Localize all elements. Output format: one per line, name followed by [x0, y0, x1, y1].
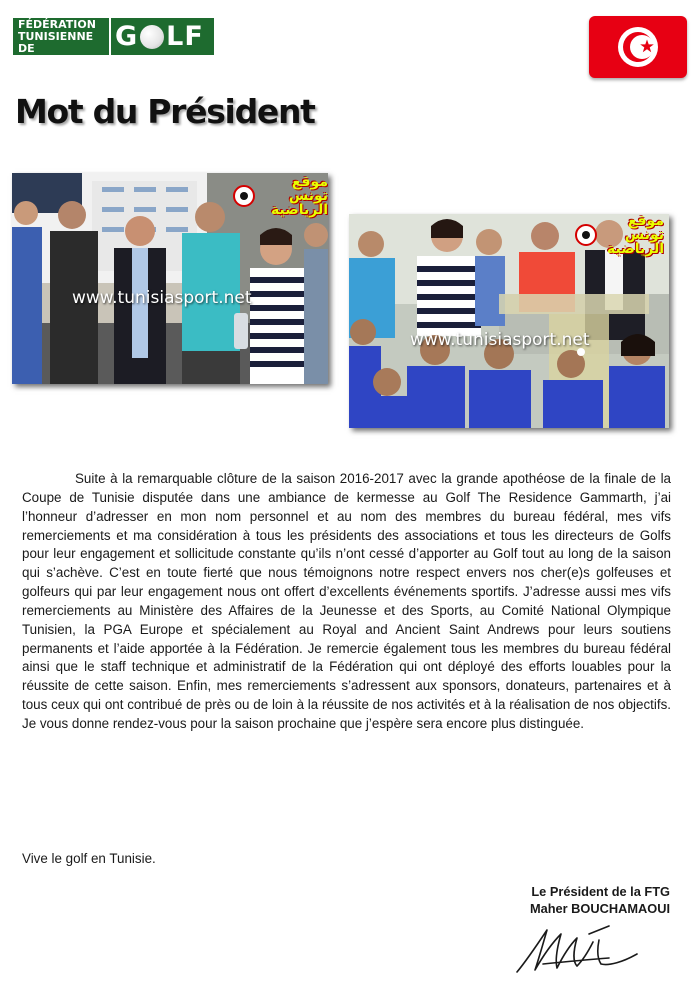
logo-line-federation: FÉDÉRATION — [18, 17, 96, 31]
page-title: Mot du Président — [15, 92, 315, 131]
logo-text-block — [13, 18, 109, 55]
site-logo-badge — [233, 174, 328, 218]
federation-logo — [13, 18, 214, 55]
photo-watermark: www.tunisiasport.net — [410, 330, 590, 350]
tunisia-flag-icon — [589, 16, 687, 78]
handwritten-signature — [513, 920, 643, 983]
logo-golf-letter-g: G — [115, 21, 139, 52]
president-message-paragraph: Suite à la remarquable clôture de la saison 2016-2017 avec la grande apothéose de la finale de la Coupe de Tunisie disputée dans une ambiance de kermesse au Golf The Residence Gammarth, j’ai l’honneur d’adresser en mon nom personnel et au nom des membres du bureau fédéral, mes vifs remerciements et ma considération à tous les présidents des associations et tous les directeurs de Golfs pour leur engagement et sollicitude constante qu’ils n’ont cessé d’apporter au Golf tout au long de la saison qui s’achève. C’est en toute fierté que nous témoignons notre respect envers nos cher(e)s golfeuses et golfeurs qui par leur engagement nous ont offert d’excellents événements sportifs. J’adresse aussi mes vifs remerciements au Ministère des Affaires de la Jeunesse et des Sports, au Comité National Olympique Tunisien, la PGA Europe et spécialement au Royal and Ancient Saint Andrews pour leurs soutiens permanents et l’aide apportée à la Fédération. Je remercie également tous les membres du bureau fédéral ainsi que le staff technique et administratif de la Fédération qui ont déployé des efforts louables pour la réussite de cette saison. Enfin, mes remerciements s’adressent aux sponsors, donateurs, partenaires et à tous ceux qui ont contribué de près ou de loin à la réussite de nos activités et à la réalisation de nos objectifs. Je vous donne rendez-vous pour la saison prochaine que j’espère sera encore plus distinguée. — [22, 471, 671, 731]
photo-watermark: www.tunisiasport.net — [72, 288, 252, 308]
closing-line: Vive le golf en Tunisie. — [22, 851, 156, 866]
photo-team-podium — [349, 214, 669, 428]
soccer-ball-icon — [575, 224, 597, 246]
site-logo-text: موقع تونس الرياضية — [606, 214, 664, 257]
photo-trophy-ceremony — [12, 173, 328, 384]
signature-name: Maher BOUCHAMAOUI — [529, 901, 670, 916]
logo-golf-word — [109, 18, 214, 55]
site-logo-badge — [575, 214, 664, 257]
golf-ball-icon — [140, 25, 164, 49]
site-logo-text: موقع تونس الرياضية — [270, 174, 328, 218]
logo-golf-letters-lf: LF — [166, 21, 204, 52]
logo-line-tunisienne: TUNISIENNE DE — [18, 29, 94, 55]
soccer-ball-icon — [233, 185, 255, 207]
signature-role: Le Président de la FTG — [531, 884, 670, 899]
